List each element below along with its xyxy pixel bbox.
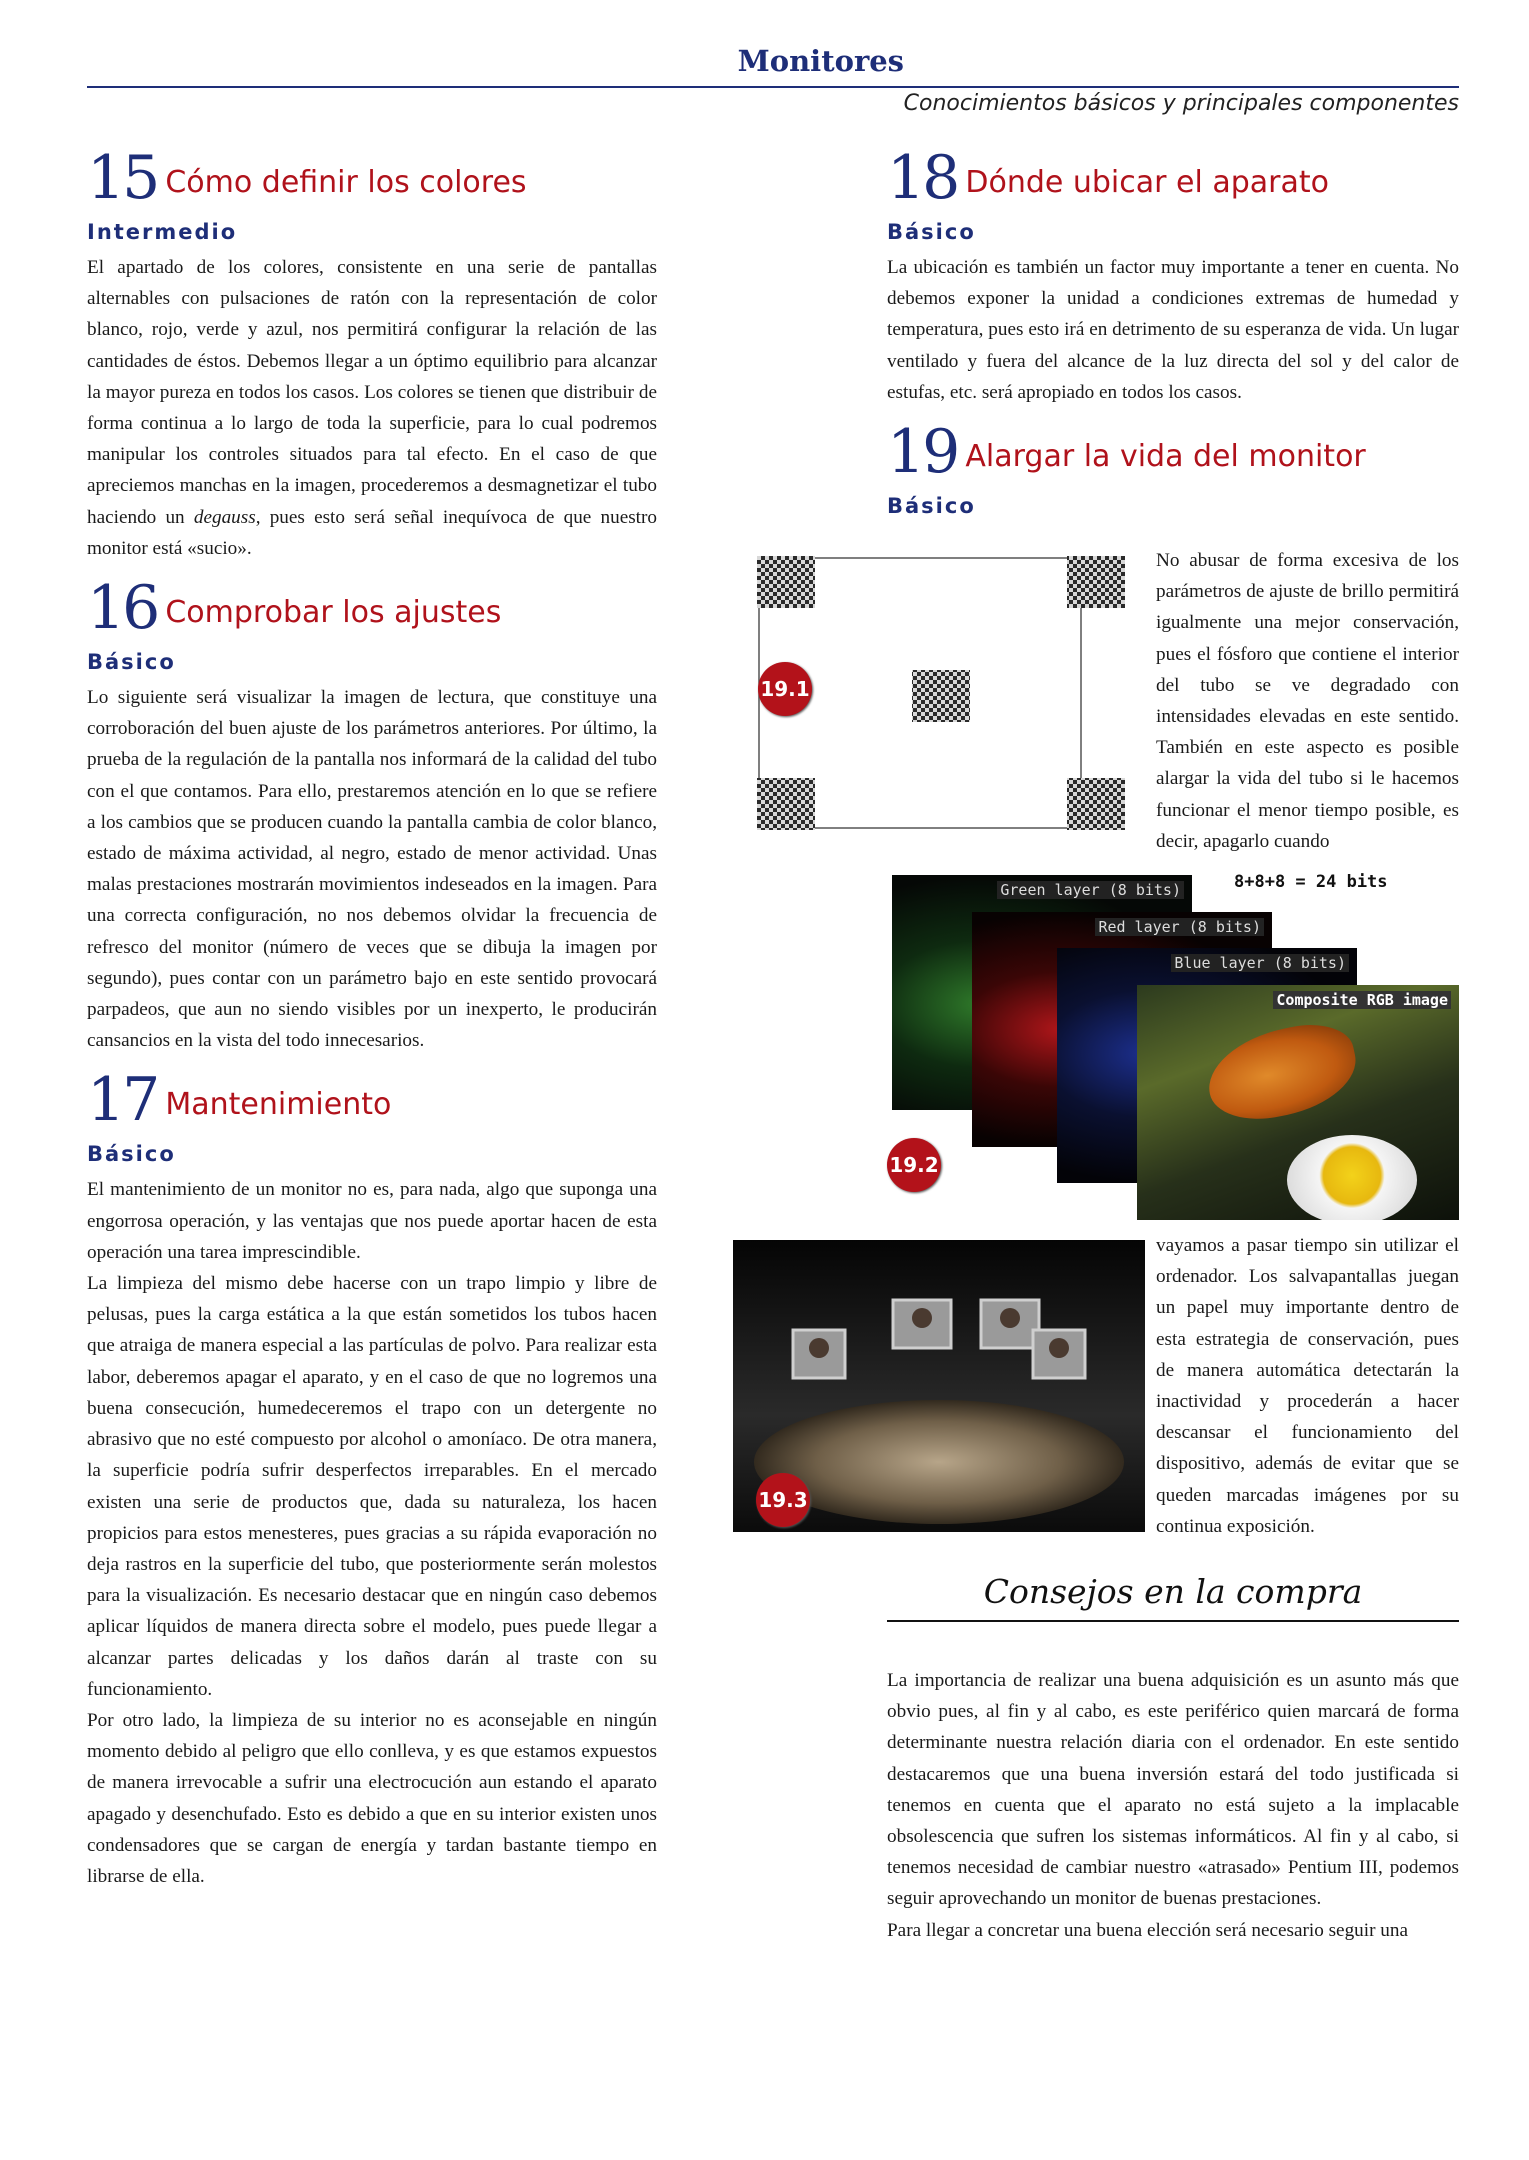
- section-15-paragraph: El apartado de los colores, consistente en una serie de pantallas alternables con pulsaciones de ratón con la representación de color blanco, rojo, verde y azul, nos permitirá configurar la relación de las cantidades de éstos. Debemos llegar a un óptimo equilibrio para alcanzar la mayor pureza en todos los casos. Los colores se tienen que distribuir de forma continua a lo largo de toda la superficie, para lo cual podremos manipular los controles situados para tal efecto. En el caso de que apreciemos manchas en la imagen, procederemos a desmagnetizar el tubo haciendo un degauss, pues esto será señal inequívoca de que nuestro monitor está «sucio».: [87, 257, 657, 559]
- degauss-term: degauss: [193, 506, 256, 528]
- section-19-paragraph: vayamos a pasar tiempo sin utilizar el ordenador. Los salvapantallas juegan un papel muy importante dentro de esta estrategia de conservación, pues de manera automática detectarán la inactividad y procederán a hacer descansar el funcionamiento del dispositivo, además de evitar que se queden marcadas imágenes por su continua exposición.: [1156, 1235, 1459, 1537]
- red-layer-label: Red layer (8 bits): [1095, 918, 1264, 936]
- section-number: 15: [87, 143, 158, 213]
- section-18-paragraph: La ubicación es también un factor muy importante a tener en cuenta. No debemos exponer la unidad a condiciones extremas de humedad y temperatura, pues esto irá en detrimento de su esperanza de vida. Un lugar ventilado y fuera del alcance de la luz directa del sol y del calor de estufas, etc. será apropiado en todos los casos.: [887, 257, 1459, 403]
- page-header-subtitle: Conocimientos básicos y principales componentes: [903, 91, 1459, 116]
- consejos-paragraph: La importancia de realizar una buena adquisición es un asunto más que obvio pues, al fin y al cabo, es este periférico quien marcará de forma determinante nuestra relación diaria con el ordenador. En este sentido destacaremos que una buena inversión estará del todo justificada si tenemos en cuenta que el aparato no está sujeto a la implacable obsolescencia que sufren los sistemas informáticos. Al fin y al cabo, si tenemos necesidad de cambiar nuestro «atrasado» Pentium III, podemos seguir aprovechando un monitor de buenas prestaciones.: [887, 1670, 1459, 1910]
- section-17-heading: [87, 1064, 657, 1136]
- pattern-block: [1067, 778, 1125, 830]
- composite-label: Composite RGB image: [1273, 991, 1451, 1009]
- section-level: Básico: [887, 494, 976, 519]
- world-map-floor: [754, 1400, 1124, 1524]
- section-17-paragraph: El mantenimiento de un monitor no es, para nada, algo que suponga una engorrosa operación, y las ventajas que nos puede aportar hacen de esta operación una tarea imprescindible.: [87, 1179, 657, 1263]
- pattern-block: [757, 556, 815, 608]
- header-rule: [87, 86, 1459, 88]
- section-level: Básico: [87, 1142, 176, 1167]
- section-title: Mantenimiento: [165, 1087, 392, 1123]
- green-layer-label: Green layer (8 bits): [997, 881, 1184, 899]
- butterfly-shape: [1200, 1015, 1364, 1129]
- pattern-block: [1067, 556, 1125, 608]
- consejos-title: Consejos en la compra: [983, 1572, 1363, 1611]
- section-title: Comprobar los ajustes: [165, 595, 502, 631]
- section-level: Básico: [887, 220, 976, 244]
- section-19-heading: [887, 416, 1459, 488]
- section-level: Básico: [87, 650, 176, 675]
- section-level: Intermedio: [87, 220, 238, 244]
- flower-shape: [1287, 1135, 1417, 1220]
- section-16-paragraph: Lo siguiente será visualizar la imagen de lectura, que constituye una corroboración del buen ajuste de los parámetros anteriores. Por último, la prueba de la regulación de la pantalla nos informará de la calidad del tubo con el que contamos. Para ello, prestaremos atención en lo que se refiere a los cambios que se producen cuando la pantalla cambia de color blanco, estado de máxima actividad, al negro, estado de menor actividad. Unas malas prestaciones mostrarán movimientos indeseados en la imagen. Para una correcta configuración, no nos debemos olvidar la frecuencia de refresco del monitor (número de veces que se dibuja la imagen por segundo), pues contar con un parámetro bajo en este sentido provocará parpadeos, que aun no siendo visibles por un inexperto, le producirán cansancios en la vista del todo innecesarios.: [87, 687, 657, 1052]
- figure-19-3: [733, 1240, 1145, 1532]
- consejos-body: [887, 1665, 1459, 1946]
- pattern-block: [757, 778, 815, 830]
- test-pattern-image: [757, 556, 1137, 836]
- figure-19-2: [887, 870, 1459, 1222]
- left-column: [87, 142, 657, 1892]
- section-17-paragraph: La limpieza del mismo debe hacerse con un trapo limpio y libre de pelusas, pues la carga estática a la que están sometidos los tubos hacen que atraiga de manera especial a las partículas de polvo. Para realizar esta labor, deberemos apagar el aparato, y en el caso de que no logremos una buena consecución, humedeceremos el trapo con un detergente no abrasivo que no esté compuesto por alcohol o amoníaco. De otra manera, la superficie podría sufrir desperfectos irreparables. En el mercado existen una serie de productos que, dada su naturaleza, los hacen propicios para estos menesteres, pues gracias a su rápida evaporación no deja rastros en la superficie del tubo, que posteriormente serán molestos para la visualización. Es necesario destacar que en ningún caso debemos aplicar líquidos de manera directa sobre el modelo, pues puede llegar a alcanzar partes delicadas y los daños darán al traste con su funcionamiento.: [87, 1273, 657, 1700]
- figure-badge: 19.3: [756, 1473, 810, 1527]
- section-title: Alargar la vida del monitor: [965, 439, 1366, 475]
- section-number: 19: [887, 417, 958, 488]
- header-title-text: Monitores: [737, 44, 904, 78]
- figure-badge: 19.2: [887, 1138, 941, 1192]
- section-17-paragraph: Por otro lado, la limpieza de su interior no es aconsejable en ningún momento debido al peligro que ello conlleva, y es que estamos expuestos de manera irrevocable a sufrir una electrocución aun estando el aparato apagado y desenchufado. Esto es debido a que en su interior existen unos condensadores que se cargan de energía y tardan bastante tiempo en librarse de ella.: [87, 1709, 657, 1887]
- section-number: 16: [87, 573, 158, 644]
- section-18-heading: [887, 142, 1459, 214]
- consejos-paragraph: Para llegar a concretar una buena elección será necesario seguir una: [887, 1919, 1408, 1941]
- composite-image-panel: [1137, 985, 1459, 1220]
- section-16-heading: [87, 572, 657, 644]
- pattern-block: [912, 670, 970, 722]
- figure-badge: 19.1: [758, 662, 812, 716]
- section-number: 18: [887, 143, 958, 213]
- right-column: [887, 142, 1459, 526]
- section-number: 17: [87, 1065, 158, 1136]
- total-bits-label: 8+8+8 = 24 bits: [1234, 872, 1388, 892]
- section-15-heading: [87, 142, 657, 214]
- page-header-title: [0, 44, 1529, 78]
- section-19-paragraph: No abusar de forma excesiva de los parámetros de ajuste de brillo permitirá igualmente una mejor conservación, pues el fósforo que contiene el interior del tubo se ve degradado con intensidades elevadas en este sentido. También en este aspecto es posible alargar la vida del tubo si le hacemos funcionar el menor tiempo posible, es decir, apagarlo cuando: [1156, 550, 1459, 852]
- section-title: Cómo definir los colores: [165, 165, 527, 200]
- figure-19-1: [757, 556, 1137, 836]
- section-title: Dónde ubicar el aparato: [965, 165, 1329, 200]
- consejos-rule: [887, 1620, 1459, 1622]
- blue-layer-label: Blue layer (8 bits): [1171, 954, 1349, 972]
